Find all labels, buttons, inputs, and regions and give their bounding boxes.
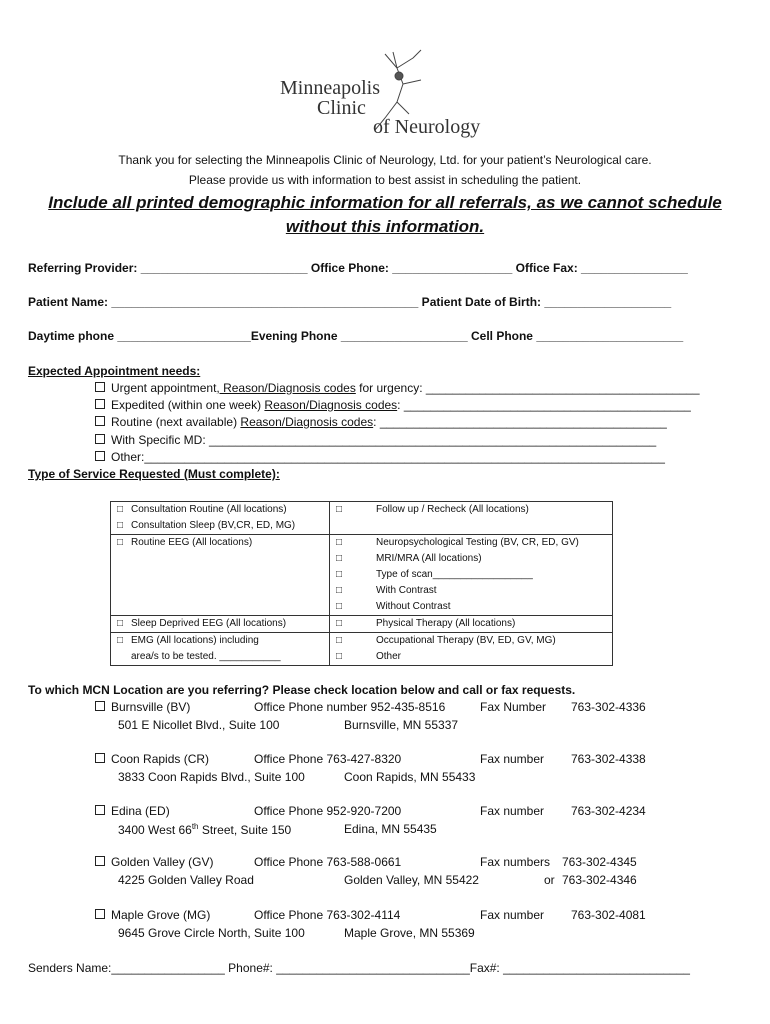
service-heading: Type of Service Requested (Must complete): [28, 467, 280, 481]
service-neuropsych[interactable]: □ Neuropsychological Testing (BV, CR, ED, GV) [336, 537, 579, 548]
phones-field[interactable]: Daytime phone ____________________Evening Phone ___________________ Cell Phone ______________________ [28, 329, 684, 343]
service-consult-routine[interactable]: □ Consultation Routine (All locations) [117, 504, 287, 515]
service-left-column [111, 502, 330, 535]
logo-line-3: of Neurology [373, 116, 481, 138]
appointment-heading: Expected Appointment needs: [28, 364, 201, 378]
logo-line-2: Clinic [317, 97, 366, 119]
service-sleep-deprived-eeg[interactable]: □ Sleep Deprived EEG (All locations) [117, 618, 287, 629]
service-mri[interactable]: □ MRI/MRA (All locations) [336, 553, 482, 564]
checkbox-icon[interactable] [95, 856, 105, 866]
referring-provider-field[interactable]: Referring Provider: _________________________ Office Phone: __________________ Office Fax: ________________ [28, 261, 688, 275]
service-scan-type[interactable]: □ Type of scan__________________ [336, 569, 533, 580]
appointment-urgent[interactable]: Urgent appointment, Reason/Diagnosis codes for urgency: _________________________________________ [95, 381, 700, 395]
intro-line-1: Thank you for selecting the Minneapolis Clinic of Neurology, Ltd. for your patient’s Neurological care. [118, 153, 652, 167]
intro-line-2: Please provide us with information to best assist in scheduling the patient. [188, 173, 582, 187]
clinic-logo [275, 44, 505, 144]
senders-field[interactable]: Senders Name:_________________ Phone#: _____________________________Fax#: ____________________________ [28, 961, 690, 975]
checkbox-icon[interactable] [95, 416, 105, 426]
service-other[interactable]: □ Other [336, 651, 402, 662]
checkbox-icon[interactable] [95, 434, 105, 444]
checkbox-icon[interactable] [95, 753, 105, 763]
appointment-specific-md[interactable]: With Specific MD: ___________________________________________________________________ [95, 433, 656, 447]
checkbox-icon[interactable] [95, 382, 105, 392]
appointment-routine[interactable]: Routine (next available) Reason/Diagnosis codes: ___________________________________________ [95, 415, 667, 429]
headline-line-2: without this information. [285, 217, 485, 236]
service-routine-eeg[interactable]: □ Routine EEG (All locations) [117, 537, 253, 548]
service-with-contrast[interactable]: □ With Contrast [336, 585, 437, 596]
service-right-column [330, 502, 613, 535]
service-emg-area[interactable]: area/s to be tested. ___________ [131, 651, 281, 662]
service-without-contrast[interactable]: □ Without Contrast [336, 601, 451, 612]
appointment-other[interactable]: Other:______________________________________________________________________________ [95, 450, 665, 464]
headline-line-1: Include all printed demographic information for all referrals, as we cannot schedule [48, 193, 722, 212]
checkbox-icon[interactable] [95, 909, 105, 919]
checkbox-icon[interactable] [95, 805, 105, 815]
checkbox-icon[interactable] [95, 701, 105, 711]
checkbox-icon[interactable] [95, 399, 105, 409]
service-physical-therapy[interactable]: □ Physical Therapy (All locations) [336, 618, 516, 629]
service-occupational-therapy[interactable]: □ Occupational Therapy (BV, ED, GV, MG) [336, 635, 556, 646]
checkbox-icon[interactable] [95, 451, 105, 461]
service-table [110, 501, 613, 666]
appointment-expedited[interactable]: Expedited (within one week) Reason/Diagnosis codes: ___________________________________________ [95, 398, 691, 412]
service-emg[interactable]: □ EMG (All locations) including [117, 635, 259, 646]
service-follow-up[interactable]: □ Follow up / Recheck (All locations) [336, 504, 529, 515]
locations-heading: To which MCN Location are you referring? Please check location below and call or fax requests. [28, 683, 576, 697]
patient-name-field[interactable]: Patient Name: ______________________________________________ Patient Date of Birth: ___________________ [28, 295, 672, 309]
logo-line-1: Minneapolis [280, 77, 380, 99]
service-consult-sleep[interactable]: □ Consultation Sleep (BV,CR, ED, MG) [117, 520, 296, 531]
